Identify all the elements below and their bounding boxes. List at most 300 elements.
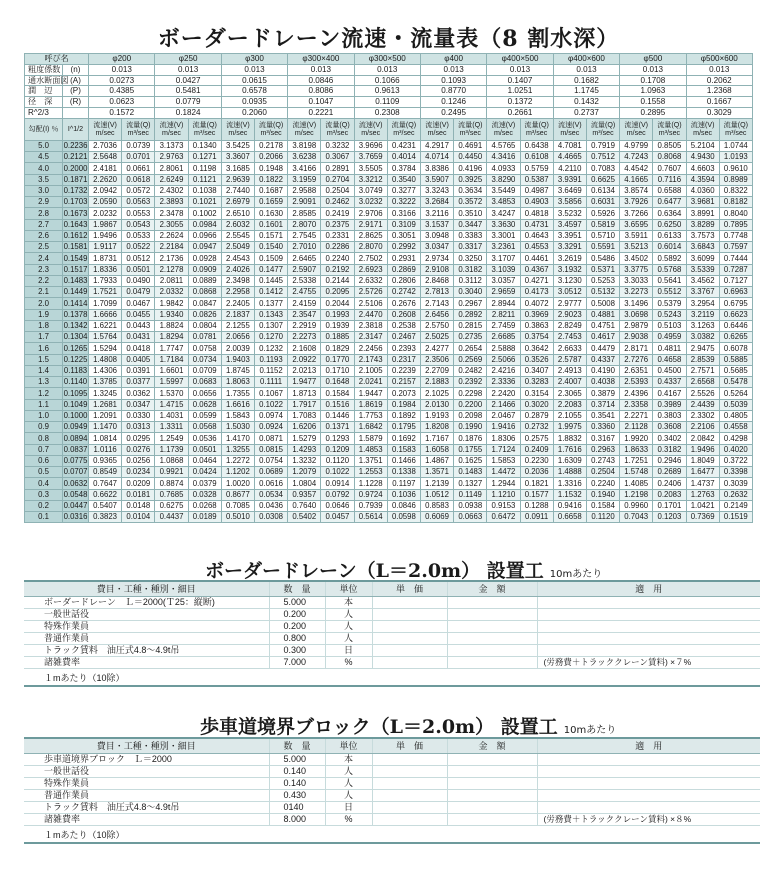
value-cell: 0.8583 [420, 500, 453, 511]
value-cell: 0.3283 [520, 377, 553, 388]
value-cell: 0.1821 [520, 478, 553, 489]
table-row [25, 377, 753, 388]
param-symbol [63, 107, 89, 118]
cost-remark [537, 765, 760, 777]
value-cell: 0.2375 [321, 219, 354, 230]
value-cell: 0.4691 [454, 140, 487, 151]
param-value: 0.013 [686, 64, 752, 75]
gradient-cell: 2.9 [25, 197, 63, 208]
param-value: 0.9613 [354, 86, 420, 97]
value-cell: 1.3232 [288, 455, 321, 466]
value-cell: 4.4665 [553, 152, 586, 163]
value-cell: 1.8824 [155, 320, 188, 331]
value-cell: 2.2420 [487, 388, 520, 399]
table-row [25, 287, 753, 298]
value-cell: 3.8198 [288, 140, 321, 151]
value-cell: 2.0942 [89, 185, 122, 196]
cost-amount [447, 813, 537, 825]
value-cell: 0.0914 [321, 478, 354, 489]
table-row [25, 410, 753, 421]
sqrt-cell: 0.1304 [63, 332, 88, 342]
value-cell: 0.2569 [454, 354, 487, 365]
sqrt-cell: 0.1095 [63, 388, 88, 398]
sqrt-cell: 0.1183 [63, 366, 88, 375]
value-cell: 0.6134 [586, 185, 619, 196]
cost-row [24, 656, 760, 668]
value-cell: 0.5710 [586, 230, 619, 241]
value-cell: 1.7099 [89, 298, 122, 309]
value-cell: 0.3360 [586, 422, 619, 433]
value-cell: 1.5879 [354, 433, 387, 444]
param-value: 0.1667 [686, 97, 752, 108]
table-row [25, 174, 753, 185]
value-cell: 0.6265 [719, 332, 752, 343]
value-cell: 0.1948 [254, 163, 287, 174]
value-cell: 0.1271 [188, 152, 221, 163]
gradient-cell: 0.1 [25, 512, 63, 523]
value-cell: 0.7127 [719, 275, 752, 286]
gradient-cell: 1.4 [25, 365, 63, 376]
value-cell: 0.1659 [254, 197, 287, 208]
velocity-header: 流速(V) m/sec [221, 118, 254, 140]
value-cell: 3.0749 [354, 185, 387, 196]
value-cell: 0.5103 [653, 320, 686, 331]
value-cell: 0.0377 [122, 377, 155, 388]
value-cell: 0.2095 [321, 287, 354, 298]
section-title [0, 712, 777, 739]
value-cell: 0.1795 [387, 422, 420, 433]
value-cell: 3.6595 [620, 219, 653, 230]
sqrt-cell: 0.0632 [63, 478, 88, 488]
value-cell: 0.2286 [321, 242, 354, 253]
value-cell: 1.2763 [686, 489, 719, 500]
value-cell: 2.3547 [288, 309, 321, 320]
value-cell: 3.5425 [221, 140, 254, 151]
value-cell: 0.3608 [653, 422, 686, 433]
gradient-cell: 0.5 [25, 467, 63, 478]
cost-row [24, 632, 760, 644]
size-header: φ400×500 [487, 54, 553, 65]
value-cell: 2.8211 [487, 309, 520, 320]
value-cell: 1.8713 [288, 388, 321, 399]
value-cell: 2.6923 [354, 264, 387, 275]
value-cell: 2.4159 [288, 298, 321, 309]
name-header: 呼び名 [25, 54, 89, 65]
price-header: 単 価 [372, 582, 447, 596]
value-cell: 2.1055 [553, 410, 586, 421]
sqrt-cell: 0.0949 [63, 422, 88, 432]
value-cell: 1.4853 [354, 444, 387, 455]
value-cell: 0.6623 [719, 309, 752, 320]
value-cell: 3.2119 [686, 309, 719, 320]
param-value: 0.013 [420, 64, 486, 75]
value-cell: 4.1665 [620, 174, 653, 185]
value-cell: 2.2919 [288, 320, 321, 331]
flow-header: 流量(Q) m³/sec [586, 118, 619, 140]
value-cell: 1.4808 [89, 354, 122, 365]
value-cell: 1.1470 [89, 422, 122, 433]
value-cell: 1.3311 [155, 422, 188, 433]
cost-price [372, 620, 447, 632]
value-cell: 0.0534 [254, 489, 287, 500]
value-cell: 2.8249 [553, 320, 586, 331]
value-cell: 0.0501 [188, 444, 221, 455]
param-value: 0.2308 [354, 107, 420, 118]
param-value: 0.0427 [155, 75, 221, 86]
value-cell: 0.0572 [122, 185, 155, 196]
value-cell: 0.0909 [188, 264, 221, 275]
value-cell: 3.2954 [686, 298, 719, 309]
value-cell: 0.2036 [520, 467, 553, 478]
value-cell: 3.3212 [354, 174, 387, 185]
value-cell: 0.1197 [387, 478, 420, 489]
gradient-cell: 2.3 [25, 264, 63, 275]
value-cell: 0.4558 [719, 422, 752, 433]
value-cell: 2.4913 [553, 365, 586, 376]
cost-qty: 0.140 [269, 777, 325, 789]
value-cell: 1.1228 [354, 478, 387, 489]
value-cell: 2.8585 [288, 208, 321, 219]
value-cell: 0.1021 [188, 197, 221, 208]
value-cell: 0.1445 [254, 275, 287, 286]
value-cell: 0.3182 [454, 264, 487, 275]
value-cell: 2.6332 [354, 275, 387, 286]
value-cell: 0.1885 [321, 332, 354, 343]
value-cell: 0.5885 [719, 354, 752, 365]
value-cell: 0.5486 [586, 253, 619, 264]
gradient-cell: 2.5 [25, 242, 63, 253]
value-cell: 0.4811 [653, 343, 686, 354]
cost-item: 諸雑費率 [24, 813, 269, 825]
value-cell: 0.1993 [321, 309, 354, 320]
value-cell: 1.9477 [288, 377, 321, 388]
sqrt-cell: 0.1378 [63, 309, 88, 319]
value-cell: 0.0928 [188, 253, 221, 264]
value-cell: 0.3722 [719, 455, 752, 466]
value-cell: 1.9193 [420, 410, 453, 421]
cost-row [24, 644, 760, 656]
param-value: 0.0846 [288, 75, 354, 86]
value-cell: 0.1412 [254, 287, 287, 298]
value-cell: 3.3767 [686, 287, 719, 298]
value-cell: 2.8070 [354, 242, 387, 253]
cost-row [24, 765, 760, 777]
value-cell: 2.7459 [487, 320, 520, 331]
cost-unit: % [325, 813, 372, 825]
value-cell: 0.0804 [188, 320, 221, 331]
velocity-header: 流速(V) m/sec [155, 118, 188, 140]
value-cell: 4.0714 [420, 152, 453, 163]
value-cell: 0.1601 [254, 219, 287, 230]
value-cell: 0.1067 [254, 388, 287, 399]
value-cell: 0.0457 [321, 512, 354, 523]
value-cell: 0.5759 [520, 163, 553, 174]
param-value: 0.8770 [420, 86, 486, 97]
value-cell: 0.0826 [188, 309, 221, 320]
value-cell: 2.2106 [686, 422, 719, 433]
table-row [25, 365, 753, 376]
value-cell: 0.3447 [454, 219, 487, 230]
value-cell: 2.5049 [221, 242, 254, 253]
value-cell: 0.0947 [188, 242, 221, 253]
value-cell: 0.3572 [454, 197, 487, 208]
value-cell: 2.9734 [420, 253, 453, 264]
table-row [25, 399, 753, 410]
value-cell: 0.1509 [254, 253, 287, 264]
value-cell: 0.8989 [719, 174, 752, 185]
value-cell: 2.1005 [354, 365, 387, 376]
section-title-text: ボーダードレーン（L＝2.0m） 設置工 [205, 560, 544, 582]
value-cell: 1.4737 [686, 478, 719, 489]
value-cell: 1.5843 [221, 410, 254, 421]
value-cell: 0.4479 [586, 343, 619, 354]
value-cell: 2.7276 [620, 354, 653, 365]
param-label: R^2/3 [25, 107, 63, 118]
value-cell: 0.1288 [520, 500, 553, 511]
param-value: 0.8086 [288, 86, 354, 97]
value-cell: 2.7813 [420, 287, 453, 298]
value-cell: 0.8505 [653, 140, 686, 151]
size-header: φ300×400 [288, 54, 354, 65]
cost-unit: % [325, 656, 372, 668]
value-cell: 0.4014 [387, 152, 420, 163]
table-row [25, 455, 753, 466]
value-cell: 4.3594 [686, 174, 719, 185]
value-cell: 3.8386 [420, 163, 453, 174]
value-cell: 1.4170 [221, 433, 254, 444]
cost-remark: (労務費＋トラッククレーン賃料) ×８% [537, 813, 760, 825]
value-cell: 0.2743 [586, 455, 619, 466]
cost-item: 歩車道境界ブロック Ｌ＝2000 [24, 753, 269, 765]
value-cell: 2.2709 [420, 365, 453, 376]
value-cell: 3.3001 [487, 230, 520, 241]
value-cell: 0.1120 [321, 455, 354, 466]
value-cell: 0.0734 [188, 354, 221, 365]
sqrt-cell: 0.1265 [63, 343, 88, 353]
value-cell: 0.2044 [321, 298, 354, 309]
value-cell: 0.5008 [586, 298, 619, 309]
value-cell: 1.2198 [620, 489, 653, 500]
value-cell: 0.0974 [254, 410, 287, 421]
value-cell: 0.4751 [586, 320, 619, 331]
value-cell: 0.4196 [454, 163, 487, 174]
value-cell: 0.9365 [89, 455, 122, 466]
value-cell: 0.6622 [89, 489, 122, 500]
value-cell: 0.3402 [653, 433, 686, 444]
value-cell: 0.3642 [520, 343, 553, 354]
value-cell: 0.1002 [188, 208, 221, 219]
value-cell: 0.1540 [254, 242, 287, 253]
amount-header: 金 額 [447, 582, 537, 596]
table-row [25, 197, 753, 208]
value-cell: 2.3893 [155, 197, 188, 208]
value-cell: 1.5748 [620, 467, 653, 478]
cost-price [372, 765, 447, 777]
value-cell: 3.5339 [686, 264, 719, 275]
value-cell: 0.3540 [387, 174, 420, 185]
value-cell: 2.8539 [686, 354, 719, 365]
value-cell: 0.4367 [520, 264, 553, 275]
cost-remark [537, 632, 760, 644]
value-cell: 2.6465 [288, 253, 321, 264]
value-cell: 3.3607 [221, 152, 254, 163]
value-cell: 0.4987 [520, 185, 553, 196]
value-cell: 0.4271 [520, 275, 553, 286]
param-value: 0.2495 [420, 107, 486, 118]
sqrt-cell: 0.1643 [63, 219, 88, 229]
value-cell: 0.2482 [454, 365, 487, 376]
table-row [25, 354, 753, 365]
value-cell: 1.9496 [686, 444, 719, 455]
gradient-cell: 1.6 [25, 343, 63, 354]
value-cell: 3.3951 [553, 230, 586, 241]
cost-item: 普通作業員 [24, 632, 269, 644]
value-cell: 3.1039 [487, 264, 520, 275]
param-value: 1.0251 [487, 86, 553, 97]
value-cell: 0.6275 [155, 500, 188, 511]
value-cell: 0.2083 [653, 489, 686, 500]
value-cell: 0.3051 [387, 230, 420, 241]
value-cell: 0.1876 [454, 433, 487, 444]
value-cell: 0.6438 [520, 140, 553, 151]
value-cell: 0.4500 [653, 365, 686, 376]
value-cell: 1.0512 [420, 489, 453, 500]
cost-remark [537, 644, 760, 656]
param-value: 0.1407 [487, 75, 553, 86]
price-header: 単 価 [372, 739, 447, 753]
value-cell: 1.3255 [221, 444, 254, 455]
value-cell: 4.0933 [487, 163, 520, 174]
gradient-cell: 0.7 [25, 444, 63, 455]
cost-item: トラック賃料 油圧式4.8～4.9t吊 [24, 644, 269, 656]
value-cell: 0.0616 [254, 478, 287, 489]
value-cell: 0.3166 [387, 208, 420, 219]
value-cell: 0.0661 [122, 163, 155, 174]
value-cell: 0.0313 [122, 422, 155, 433]
value-cell: 0.0683 [188, 377, 221, 388]
cost-item: 特殊作業員 [24, 777, 269, 789]
value-cell: 0.0911 [520, 512, 553, 523]
value-cell: 0.0533 [122, 230, 155, 241]
param-value: 0.013 [155, 64, 221, 75]
param-value: 0.1246 [420, 97, 486, 108]
gradient-cell: 2.1 [25, 287, 63, 298]
param-value: 0.013 [221, 64, 287, 75]
value-cell: 0.0443 [122, 320, 155, 331]
value-cell: 2.5545 [221, 230, 254, 241]
cost-table-box [24, 580, 760, 687]
param-value: 0.1093 [420, 75, 486, 86]
value-cell: 0.3863 [520, 320, 553, 331]
value-cell: 1.8619 [354, 399, 387, 410]
value-cell: 1.7355 [221, 388, 254, 399]
sqrt-cell: 0.1673 [63, 208, 88, 218]
value-cell: 2.3478 [155, 208, 188, 219]
value-cell: 2.6510 [221, 208, 254, 219]
value-cell: 0.7085 [221, 500, 254, 511]
value-cell: 4.6603 [686, 163, 719, 174]
value-cell: 1.4472 [487, 467, 520, 478]
value-cell: 0.4038 [586, 377, 619, 388]
value-cell: 3.6099 [686, 253, 719, 264]
qty-header: 数 量 [269, 582, 325, 596]
value-cell: 0.1829 [321, 343, 354, 354]
value-cell: 0.3398 [719, 467, 752, 478]
value-cell: 3.2684 [420, 197, 453, 208]
value-cell: 0.1270 [254, 332, 287, 343]
value-cell: 0.0781 [188, 332, 221, 343]
value-cell: 0.1571 [254, 230, 287, 241]
value-cell: 2.1883 [420, 377, 453, 388]
value-cell: 2.3358 [620, 399, 653, 410]
value-cell: 2.9171 [354, 219, 387, 230]
value-cell: 0.1022 [254, 399, 287, 410]
value-cell: 0.2815 [454, 320, 487, 331]
velocity-header: 流速(V) m/sec [420, 118, 453, 140]
value-cell: 2.1128 [620, 422, 653, 433]
value-cell: 0.0431 [122, 332, 155, 343]
value-cell: 0.2393 [387, 343, 420, 354]
value-cell: 0.0758 [188, 343, 221, 354]
value-cell: 0.2632 [719, 489, 752, 500]
value-cell: 0.6108 [520, 152, 553, 163]
table-row [25, 253, 753, 264]
value-cell: 3.3291 [553, 242, 586, 253]
gradient-cell: 1.1 [25, 399, 63, 410]
value-cell: 1.7167 [420, 433, 453, 444]
value-cell: 0.5926 [586, 208, 619, 219]
value-cell: 3.9696 [354, 140, 387, 151]
value-cell: 0.2240 [321, 253, 354, 264]
value-cell: 2.0467 [487, 410, 520, 421]
cost-remark [537, 608, 760, 620]
value-cell: 0.1121 [188, 174, 221, 185]
value-cell: 0.1984 [387, 399, 420, 410]
param-value: 0.3029 [686, 107, 752, 118]
value-cell: 1.9447 [354, 388, 387, 399]
value-cell: 0.0938 [454, 500, 487, 511]
value-cell: 0.7444 [719, 253, 752, 264]
value-cell: 2.5066 [487, 354, 520, 365]
param-label: 潤 辺 [25, 86, 63, 97]
value-cell: 3.1685 [221, 163, 254, 174]
value-cell: 0.0924 [254, 422, 287, 433]
value-cell: 1.4306 [89, 365, 122, 376]
value-cell: 2.8944 [487, 298, 520, 309]
value-cell: 2.5025 [420, 332, 453, 343]
value-cell: 0.0656 [188, 388, 221, 399]
value-cell: 0.2963 [586, 444, 619, 455]
value-cell: 0.1038 [188, 185, 221, 196]
value-cell: 2.3147 [354, 332, 387, 343]
value-cell: 2.6633 [553, 343, 586, 354]
value-cell: 3.0357 [487, 275, 520, 286]
value-cell: 0.1701 [653, 500, 686, 511]
value-cell: 0.0618 [122, 174, 155, 185]
sqrt-cell: 0.2000 [63, 163, 88, 173]
param-label: 径 深 [25, 97, 63, 108]
gradient-cell: 2.8 [25, 208, 63, 219]
value-cell: 0.0362 [122, 388, 155, 399]
value-cell: 0.2066 [254, 152, 287, 163]
value-cell: 2.3498 [221, 275, 254, 286]
value-cell: 3.8289 [686, 219, 719, 230]
cost-qty: 0.200 [269, 620, 325, 632]
value-cell: 0.4553 [520, 242, 553, 253]
value-cell: 2.1466 [487, 399, 520, 410]
value-cell: 2.4470 [354, 309, 387, 320]
flow-header: 流量(Q) m³/sec [188, 118, 221, 140]
